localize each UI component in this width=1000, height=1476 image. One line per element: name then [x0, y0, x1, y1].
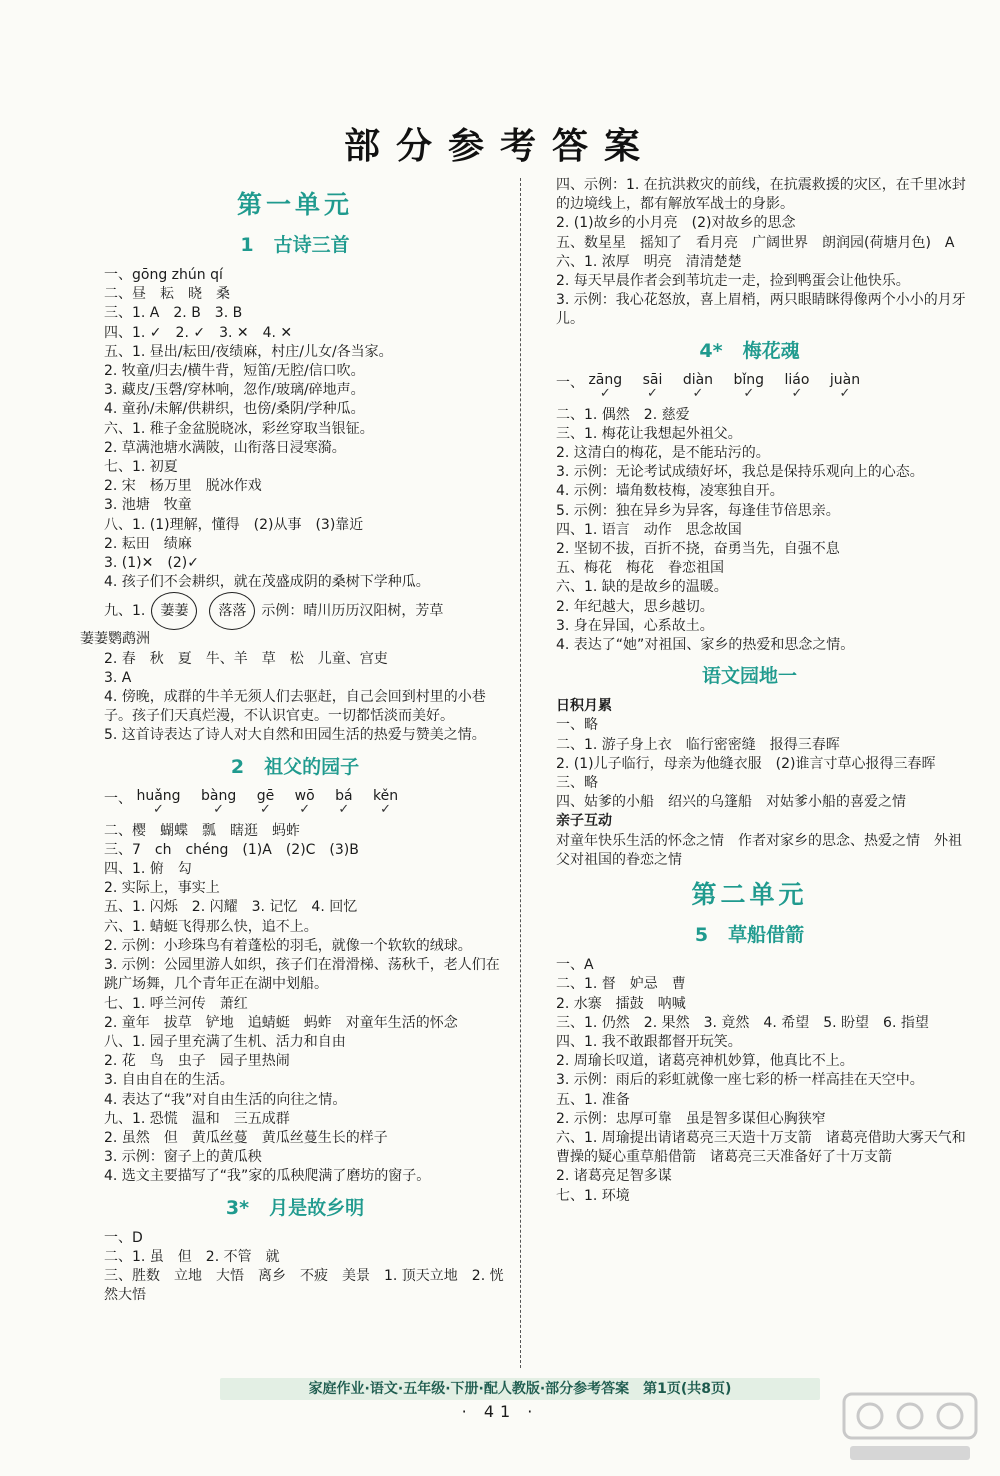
- pinyin-item: liáo ✓: [784, 371, 810, 401]
- pinyin-item: diàn ✓: [682, 371, 714, 401]
- lesson-number: 1: [240, 234, 254, 256]
- answer-line: 四、示例：1. 在抗洪救灾的前线，在抗震救援的灾区，在千里冰封的边境线上，都有解放军战士的身影。: [556, 177, 966, 213]
- answer-line: 4. 示例：墙角数枝梅，凌寒独自开。: [556, 483, 784, 500]
- answer-line: 九、1. 恐慌 温和 三五成群: [104, 1110, 290, 1127]
- check-icon: ✓: [839, 385, 851, 401]
- answer-line: 六、1. 周瑜提出请诸葛亮三天造十万支箭 诸葛亮借助大雾天气和曹操的疑心重草船借箭 诸葛亮三天准备好了十万支箭: [556, 1129, 966, 1166]
- answer-line: 4. 选文主要描写了“我”家的瓜秧爬满了磨坊的窗子。: [104, 1168, 431, 1185]
- lesson-1-answers: [80, 266, 510, 746]
- answer-line: 三、1. 梅花让我想起外祖父。: [556, 425, 742, 442]
- answer-line: 2. 虽然 但 黄瓜丝蔓 黄瓜丝蔓生长的样子: [104, 1129, 388, 1146]
- answer-line: 2. 水寨 擂鼓 呐喊: [556, 995, 686, 1012]
- pinyin-row: [80, 788, 510, 822]
- answer-line: 5. 示例：独在异乡为异客，每逢佳节倍思亲。: [556, 502, 840, 519]
- check-icon: ✓: [743, 385, 755, 401]
- page-title: 部分参考答案: [343, 126, 656, 167]
- check-icon: ✓: [647, 385, 658, 401]
- answer-line: 3. 池塘 牧童: [104, 497, 192, 514]
- answer-line: 二、昼 耘 晓 桑: [104, 286, 230, 303]
- answer-line: 五、数星星 摇知了 看月亮 广阔世界 朗润园(荷塘月色) A: [556, 234, 955, 251]
- answer-line: 二、1. 督 妒忌 曹: [556, 976, 686, 993]
- footer-band: 家庭作业·语文·五年级·下册·配人教版·部分参考答案 第1页(共8页): [220, 1378, 820, 1400]
- lesson-title: 月是故乡明: [269, 1196, 365, 1219]
- pinyin-item: zāng ✓: [588, 371, 623, 401]
- garden-heading: 语文园地一: [701, 665, 797, 688]
- pinyin-item: bàng ✓: [201, 787, 237, 817]
- answer-line: 3. 身在异国，心系故土。: [556, 617, 714, 634]
- pinyin-item: bá ✓: [335, 787, 353, 817]
- answer-line: 七、1. 呼兰河传 萧红: [104, 995, 248, 1012]
- answer-line: 3. 自由自在的生活。: [104, 1072, 234, 1089]
- answer-line: 五、1. 闪烁 2. 闪耀 3. 记忆 4. 回忆: [104, 899, 358, 916]
- watermark-logo-icon: [840, 1388, 980, 1468]
- answer-line: 四、1. 我不敢跟都督开玩笑。: [556, 1033, 742, 1050]
- pinyin-prefix: 一、: [104, 790, 132, 807]
- unit-heading-2: 第二单元: [691, 880, 808, 910]
- answer-line: 2. 春 秋 夏 牛、羊 草 松 儿童、宫吏: [104, 650, 388, 667]
- answer-line: 3. A: [104, 669, 132, 686]
- garden-answers: [532, 697, 967, 870]
- column-divider: [520, 178, 521, 1368]
- answer-line: 2. 每天早晨作者会到苇坑走一走，捡到鸭蛋会让他快乐。: [556, 273, 910, 290]
- check-icon: ✓: [213, 801, 225, 817]
- check-icon: ✓: [299, 801, 311, 817]
- answer-line: 2. 宋 杨万里 脱冰作戏: [104, 478, 262, 495]
- lesson-heading-1: [80, 228, 510, 262]
- answer-line: 五、1. 昼出/耘田/夜绩麻，村庄/儿女/各当家。: [104, 343, 393, 360]
- sub-heading: 日积月累: [556, 698, 612, 715]
- answer-line: 五、梅花 梅花 眷恋祖国: [556, 560, 724, 577]
- answer-line: 3. 示例：无论考试成绩好坏，我总是保持乐观向上的心态。: [556, 464, 924, 481]
- answer-line: 三、1. A 2. B 3. B: [104, 305, 243, 322]
- answer-line: 四、1. 语言 动作 思念故国: [556, 521, 742, 538]
- lesson-title: 古诗三首: [273, 234, 350, 256]
- answer-line: 3. 示例：公园里游人如织，孩子们在滑滑梯、荡秋千，老人们在跳广场舞，几个青年正在湖中划船。: [104, 957, 500, 993]
- unit-heading-1: 第一单元: [236, 190, 353, 219]
- answer-line: 六、1. 缺的是故乡的温暖。: [556, 579, 728, 596]
- answer-line: 2. 这清白的梅花，是不能玷污的。: [556, 445, 770, 462]
- answer-line: 八、1. 园子里充满了生机、活力和自由: [104, 1033, 346, 1050]
- lesson-heading-2: [80, 750, 510, 784]
- lesson-title: 梅花魂: [742, 339, 800, 362]
- answer-line: 3. (1)✕ (2)✓: [104, 555, 199, 572]
- answer-line: 四、姑爹的小船 绍兴的乌篷船 对姑爹小船的喜爱之情: [556, 794, 906, 811]
- answer-line: 一、略: [556, 717, 598, 734]
- page-number: · 41 ·: [461, 1402, 539, 1421]
- left-column: [80, 186, 510, 1305]
- answer-line: 2. 花 鸟 虫子 园子里热闹: [104, 1053, 290, 1070]
- answer-line: 三、胜数 立地 大悟 离乡 不疲 美景 1. 顶天立地 2. 恍然大悟: [104, 1267, 504, 1304]
- answer-line: 3. 示例：雨后的彩虹就像一座七彩的桥一样高挂在天空中。: [556, 1072, 924, 1089]
- answer-line: 3. 示例：窗子上的黄瓜秧: [104, 1149, 262, 1166]
- answer-line: 三、1. 仍然 2. 果然 3. 竟然 4. 希望 5. 盼望 6. 指望: [556, 1014, 929, 1031]
- answer-line: 二、1. 游子身上衣 临行密密缝 报得三春晖: [556, 736, 840, 753]
- lesson-heading-5: [532, 918, 967, 952]
- check-icon: ✓: [380, 801, 392, 817]
- lesson-number: 3*: [225, 1196, 250, 1219]
- right-column: [532, 176, 967, 1206]
- answer-line: 一、A: [556, 957, 594, 974]
- lesson-heading-3: [80, 1191, 510, 1225]
- check-icon: ✓: [153, 801, 164, 817]
- answer-line: 2. 周瑜长叹道，诸葛亮神机妙算，他真比不上。: [556, 1053, 854, 1070]
- lesson-3-continued: [532, 176, 967, 330]
- lesson-title: 草船借箭: [728, 924, 805, 947]
- answer-line: 3. 示例：我心花怒放，喜上眉梢，两只眼睛眯得像两个小小的月牙儿。: [556, 292, 966, 328]
- pinyin-prefix: 一、: [556, 374, 584, 391]
- answer-line: 萋萋鹦鹉洲: [80, 631, 150, 648]
- answer-line: 2. 耘田 绩麻: [104, 535, 192, 552]
- pinyin-item: juàn ✓: [829, 371, 861, 401]
- answer-line: 七、1. 初夏: [104, 459, 178, 476]
- check-icon: ✓: [791, 385, 803, 401]
- answer-line: 2. 实际上，事实上: [104, 880, 220, 897]
- lesson-4-answers: [532, 372, 967, 656]
- pinyin-item: sāi ✓: [642, 371, 663, 401]
- pinyin-item: bǐng ✓: [733, 371, 765, 401]
- answer-line: 2. (1)故乡的小月亮 (2)对故乡的思念: [556, 215, 796, 232]
- answer-line: 5. 这首诗表达了诗人对大自然和田园生活的热爱与赞美之情。: [104, 727, 486, 744]
- lesson-number: 5: [694, 924, 709, 947]
- answer-line: 二、1. 虽 但 2. 不管 就: [104, 1248, 280, 1265]
- answer-line: 三、略: [556, 775, 598, 792]
- answer-line: 2. 诸葛亮足智多谋: [556, 1168, 672, 1185]
- lesson-3-answers: [80, 1229, 510, 1306]
- circled-answer: 萋萋: [151, 592, 197, 630]
- answer-line: 4. 傍晚，成群的牛羊无须人们去驱赶，自己会回到村里的小巷子。孩子们天真烂漫，不认识官吏。一切都恬淡而美好。: [104, 689, 486, 725]
- answer-line: 对童年快乐生活的怀念之情 作者对家乡的思念、热爱之情 外祖父对祖国的眷恋之情: [556, 832, 962, 868]
- lesson-number: 4*: [699, 339, 723, 362]
- check-icon: ✓: [259, 801, 271, 817]
- answer-line: 4. 表达了“她”对祖国、家乡的热爱和思念之情。: [556, 637, 855, 654]
- answer-line: 六、1. 稚子金盆脱晓冰，彩丝穿取当银钲。: [104, 420, 374, 437]
- lesson-5-answers: [532, 956, 967, 1206]
- answer-line: 4. 童孙/未解/供耕织，也傍/桑阴/学种瓜。: [104, 401, 365, 418]
- sub-heading: 亲子互动: [556, 813, 612, 830]
- answer-line: 2. 童年 拔草 铲地 追蜻蜓 蚂蚱 对童年生活的怀念: [104, 1014, 458, 1031]
- answer-line: 五、1. 准备: [556, 1091, 630, 1108]
- pinyin-item: gē ✓: [256, 787, 275, 817]
- nine-prefix: 九、1.: [104, 603, 146, 620]
- lesson-number: 2: [230, 755, 245, 778]
- pinyin-item: huǎng ✓: [136, 787, 181, 817]
- answer-line: 2. 牧童/归去/横牛背，短笛/无腔/信口吹。: [104, 363, 365, 380]
- answer-line: 一、gōng zhún qí: [104, 267, 223, 283]
- pinyin-item: wō ✓: [294, 787, 315, 817]
- circled-answer: 落落: [209, 592, 255, 630]
- answer-line: 4. 孩子们不会耕织，就在茂盛成阴的桑树下学种瓜。: [104, 574, 430, 591]
- nine-rest: 示例：晴川历历汉阳树，芳草: [261, 603, 444, 620]
- lesson-heading-4: [532, 334, 967, 368]
- answer-line: 六、1. 蜻蜓飞得那么快，追不上。: [104, 918, 318, 935]
- answer-line: 二、1. 偶然 2. 慈爱: [556, 406, 690, 423]
- answer-line: 3. 藏皮/玉磬/穿林响，忽作/玻璃/碎地声。: [104, 382, 365, 399]
- answer-line: 六、1. 浓厚 明亮 清清楚楚: [556, 253, 742, 270]
- answer-line: 2. 示例：忠厚可靠 虽是智多谋但心胸狭窄: [556, 1110, 826, 1127]
- answer-line: 2. (1)儿子临行，母亲为他缝衣服 (2)谁言寸草心报得三春晖: [556, 755, 936, 772]
- pinyin-row: [532, 372, 967, 406]
- answer-line: 四、1. 俯 勾: [104, 861, 192, 878]
- check-icon: ✓: [338, 801, 350, 817]
- answer-line: 2. 年纪越大，思乡越切。: [556, 598, 714, 615]
- answer-line: 七、1. 环境: [556, 1187, 630, 1204]
- answer-line: 2. 坚韧不拔，百折不挠，奋勇当先，自强不息: [556, 541, 840, 558]
- answer-line: 一、D: [104, 1229, 143, 1246]
- lesson-title: 祖父的园子: [264, 755, 360, 778]
- answer-line: 八、1. (1)理解，懂得 (2)从事 (3)靠近: [104, 516, 364, 533]
- answer-line: 2. 草满池塘水满陂，山衔落日浸寒漪。: [104, 439, 346, 456]
- answer-line-nine: [80, 592, 510, 630]
- answer-line: 2. 示例：小珍珠鸟有着蓬松的羽毛，就像一个软软的绒球。: [104, 937, 472, 954]
- answer-line: 三、7 ch chéng (1)A (2)C (3)B: [104, 841, 359, 858]
- lesson-2-answers: [80, 788, 510, 1187]
- answer-line: 四、1. ✓ 2. ✓ 3. ✕ 4. ✕: [104, 324, 293, 341]
- pinyin-item: kěn ✓: [373, 787, 399, 817]
- answer-line: 二、樱 蝴蝶 瓢 瞎逛 蚂蚱: [104, 822, 300, 839]
- answer-line: 4. 表达了“我”对自由生活的向往之情。: [104, 1091, 347, 1108]
- check-icon: ✓: [599, 385, 611, 401]
- check-icon: ✓: [692, 385, 704, 401]
